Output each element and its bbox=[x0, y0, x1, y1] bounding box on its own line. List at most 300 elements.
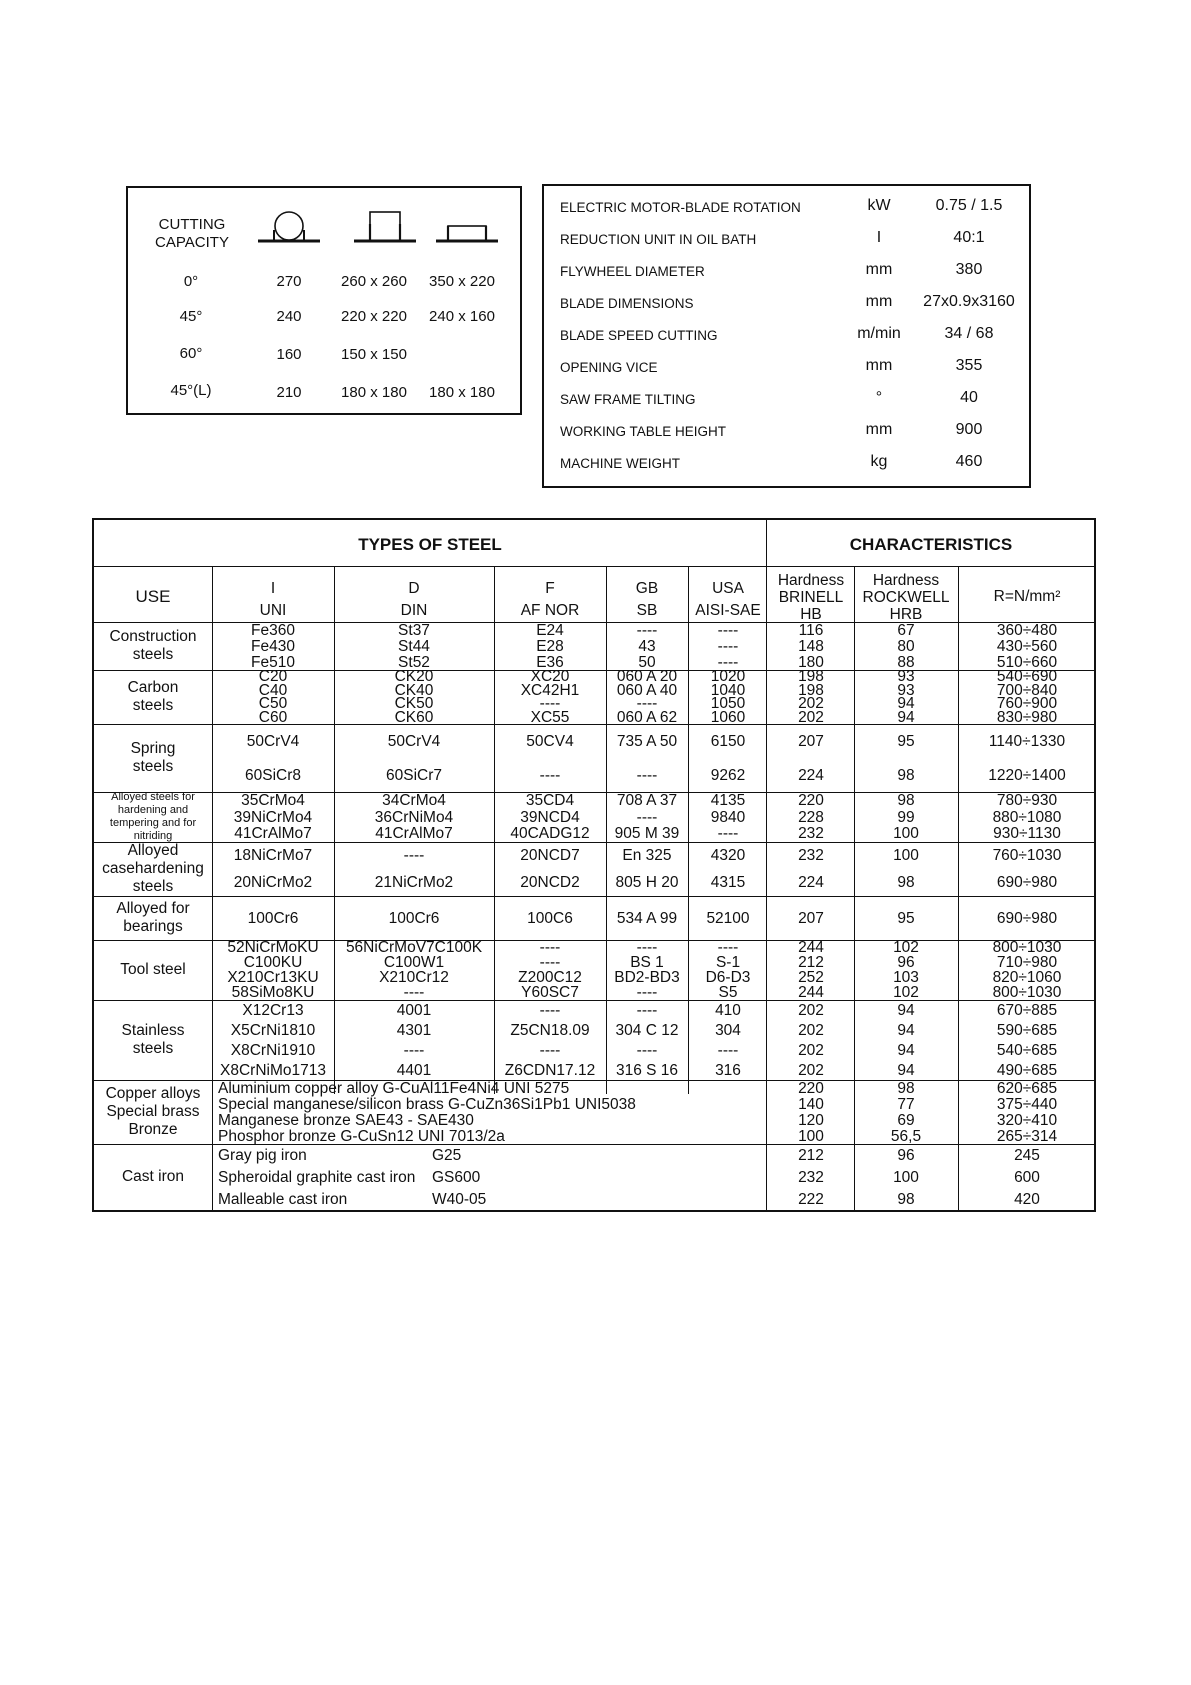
table-cell: 540÷685 bbox=[996, 1041, 1058, 1059]
spec-label: REDUCTION UNIT IN OIL BATH bbox=[560, 232, 757, 247]
table-cell: 103 bbox=[893, 969, 919, 986]
cutting-capacity-title bbox=[144, 216, 240, 252]
cutting-capacity-table bbox=[126, 186, 522, 415]
spec-row bbox=[544, 448, 1029, 480]
table-cell: 98 bbox=[897, 1079, 915, 1097]
table-cell: D6-D3 bbox=[705, 969, 751, 986]
table-cell: CK60 bbox=[394, 708, 434, 726]
table-cell: 304 C 12 bbox=[615, 1021, 679, 1039]
spec-value: 900 bbox=[955, 421, 983, 438]
table-cell: 710÷980 bbox=[996, 954, 1058, 971]
table-cell: 4301 bbox=[396, 1021, 432, 1039]
table-cell: C40 bbox=[258, 681, 288, 699]
table-cell: Fe360 bbox=[251, 621, 295, 639]
use-label: Spring bbox=[130, 740, 176, 757]
table-cell: 420 bbox=[1014, 1190, 1040, 1208]
header-afnor: AF NOR bbox=[520, 602, 580, 619]
spec-unit: mm bbox=[865, 357, 893, 374]
table-cell: 820÷1060 bbox=[992, 969, 1062, 986]
table-cell: 232 bbox=[798, 825, 824, 843]
header-rockwell-1: Hardness bbox=[872, 572, 940, 589]
spec-unit: mm bbox=[865, 293, 893, 310]
table-cell: Z5CN18.09 bbox=[510, 1021, 590, 1039]
table-cell: 490÷685 bbox=[996, 1061, 1058, 1079]
table-cell: XC20 bbox=[530, 668, 570, 686]
table-cell: 4320 bbox=[710, 847, 746, 864]
table-cell: Z200C12 bbox=[518, 969, 582, 986]
table-cell: 98 bbox=[897, 791, 915, 809]
table-cell: Z6CDN17.12 bbox=[504, 1061, 596, 1079]
table-cell: 116 bbox=[798, 621, 824, 639]
iron-description: Spheroidal graphite cast iron bbox=[218, 1168, 416, 1186]
table-cell: 52100 bbox=[706, 909, 750, 927]
table-cell: 4315 bbox=[710, 874, 746, 891]
header-din: DIN bbox=[400, 602, 428, 619]
capacity-square: 150 x 150 bbox=[341, 346, 407, 363]
table-cell: 805 H 20 bbox=[615, 874, 679, 891]
capacity-rect: 350 x 220 bbox=[429, 273, 495, 290]
table-cell: ---- bbox=[636, 939, 658, 956]
table-cell: 245 bbox=[1014, 1146, 1040, 1164]
table-cell: 670÷885 bbox=[996, 1001, 1058, 1019]
table-cell: 9262 bbox=[710, 766, 746, 784]
table-cell: 1060 bbox=[710, 708, 746, 726]
table-cell: 1140÷1330 bbox=[988, 732, 1066, 750]
table-cell: ---- bbox=[717, 637, 739, 655]
table-cell: St37 bbox=[398, 621, 430, 639]
table-cell: 690÷980 bbox=[996, 874, 1058, 891]
header-uni-country: I bbox=[270, 580, 276, 597]
table-cell: 222 bbox=[798, 1190, 824, 1208]
spec-label: BLADE DIMENSIONS bbox=[560, 296, 694, 311]
table-cell: ---- bbox=[636, 766, 658, 784]
table-cell: 21NiCrMo2 bbox=[374, 874, 454, 891]
table-cell: 34CrMo4 bbox=[382, 791, 446, 809]
table-cell: ---- bbox=[539, 1001, 561, 1019]
table-cell: 35CD4 bbox=[525, 791, 575, 809]
table-cell: 77 bbox=[897, 1095, 915, 1113]
spec-unit: I bbox=[876, 229, 882, 246]
table-cell: 20NiCrMo2 bbox=[233, 874, 313, 891]
table-cell: 060 A 20 bbox=[616, 668, 678, 686]
table-cell: 600 bbox=[1014, 1168, 1040, 1186]
table-cell: 41CrAlMo7 bbox=[234, 825, 312, 843]
table-cell: 375÷440 bbox=[996, 1095, 1058, 1113]
rectangle-profile-icon bbox=[432, 210, 502, 244]
table-cell: 6150 bbox=[710, 732, 746, 750]
machine-specifications bbox=[542, 184, 1031, 488]
table-cell: 148 bbox=[798, 637, 824, 655]
table-cell: XC55 bbox=[530, 708, 570, 726]
use-label: Carbon bbox=[127, 679, 179, 696]
spec-label: SAW FRAME TILTING bbox=[560, 392, 696, 407]
table-cell: 198 bbox=[798, 681, 824, 699]
table-cell: 780÷930 bbox=[996, 791, 1058, 809]
spec-value: 40 bbox=[960, 389, 978, 406]
use-label: Alloyed steels for bbox=[111, 791, 195, 803]
table-cell: 100C6 bbox=[527, 909, 573, 927]
table-cell: 100 bbox=[893, 1168, 919, 1186]
table-cell: BS 1 bbox=[630, 954, 664, 971]
iron-grade: GS600 bbox=[432, 1168, 481, 1186]
table-cell: 410 bbox=[715, 1001, 741, 1019]
capacity-round: 270 bbox=[276, 273, 302, 290]
use-label: steels bbox=[132, 1040, 174, 1057]
table-cell: 20NCD2 bbox=[520, 874, 580, 891]
table-cell: 67 bbox=[897, 621, 915, 639]
table-cell: 20NCD7 bbox=[520, 847, 580, 864]
table-cell: 39NiCrMo4 bbox=[233, 808, 313, 826]
table-cell: 202 bbox=[798, 708, 824, 726]
spec-row bbox=[544, 352, 1029, 384]
iron-description: Gray pig iron bbox=[218, 1146, 307, 1164]
table-cell: 95 bbox=[897, 909, 915, 927]
spec-value: 34 / 68 bbox=[944, 325, 994, 342]
table-cell: 708 A 37 bbox=[616, 791, 678, 809]
capacity-round: 210 bbox=[276, 384, 302, 401]
capacity-round: 240 bbox=[276, 308, 302, 325]
table-cell: 1220÷1400 bbox=[988, 766, 1066, 784]
use-label: nitriding bbox=[133, 830, 173, 842]
capacity-angle: 0° bbox=[183, 273, 199, 290]
table-cell: ---- bbox=[717, 939, 739, 956]
use-label: Bronze bbox=[128, 1121, 178, 1138]
table-cell: 930÷1130 bbox=[993, 825, 1061, 843]
header-rockwell-3: HRB bbox=[889, 606, 923, 623]
table-cell: C100KU bbox=[243, 954, 303, 971]
table-cell: X12Cr13 bbox=[242, 1001, 304, 1019]
table-cell: 43 bbox=[638, 637, 656, 655]
table-cell: 102 bbox=[893, 939, 919, 956]
table-cell: 880÷1080 bbox=[992, 808, 1062, 826]
header-brinell-1: Hardness bbox=[777, 572, 845, 589]
table-cell: 58SiMo8KU bbox=[231, 984, 315, 1001]
table-cell: BD2-BD3 bbox=[614, 969, 680, 986]
table-cell: 1050 bbox=[710, 695, 746, 713]
table-cell: 96 bbox=[897, 1146, 915, 1164]
use-label: Alloyed for bbox=[116, 900, 190, 917]
table-cell: 52NiCrMoKU bbox=[227, 939, 319, 956]
use-label: Alloyed bbox=[127, 842, 179, 859]
spec-row bbox=[544, 320, 1029, 352]
table-cell: 98 bbox=[897, 874, 915, 891]
alloy-description: Phosphor bronze G-CuSn12 UNI 7013/2a bbox=[218, 1127, 505, 1145]
table-cell: X8CrNiMo1713 bbox=[220, 1061, 326, 1079]
table-cell: St52 bbox=[398, 653, 430, 671]
table-cell: 88 bbox=[897, 653, 915, 671]
table-cell: 830÷980 bbox=[996, 708, 1058, 726]
table-cell: 510÷660 bbox=[996, 653, 1058, 671]
table-cell: 60SiCr7 bbox=[386, 766, 442, 784]
table-cell: 265÷314 bbox=[996, 1127, 1058, 1145]
table-cell: 202 bbox=[798, 1001, 824, 1019]
table-cell: 220 bbox=[798, 1079, 824, 1097]
spec-unit: m/min bbox=[857, 325, 901, 342]
spec-row bbox=[544, 288, 1029, 320]
table-cell: ---- bbox=[403, 984, 425, 1001]
table-cell: 94 bbox=[897, 708, 915, 726]
capacity-angle: 60° bbox=[179, 345, 203, 362]
iron-grade: W40-05 bbox=[432, 1190, 487, 1208]
header-afnor-country: F bbox=[545, 580, 555, 597]
table-cell: ---- bbox=[717, 653, 739, 671]
table-cell: C60 bbox=[258, 708, 288, 726]
table-cell: ---- bbox=[636, 1001, 658, 1019]
table-cell: CK50 bbox=[394, 695, 434, 713]
table-cell: 244 bbox=[798, 984, 824, 1001]
table-cell: 56NiCrMoV7C100K bbox=[345, 939, 483, 956]
table-cell: 202 bbox=[798, 695, 824, 713]
header-usa-country: USA bbox=[712, 580, 744, 597]
table-cell: 244 bbox=[798, 939, 824, 956]
table-cell: 56,5 bbox=[890, 1127, 922, 1145]
use-label: tempering and for bbox=[109, 817, 197, 829]
table-cell: 060 A 62 bbox=[616, 708, 678, 726]
table-cell: 534 A 99 bbox=[616, 909, 678, 927]
table-cell: 94 bbox=[897, 695, 915, 713]
table-cell: 69 bbox=[897, 1111, 915, 1129]
table-cell: 4001 bbox=[396, 1001, 432, 1019]
table-cell: 4135 bbox=[710, 791, 746, 809]
table-cell: C20 bbox=[258, 668, 288, 686]
capacity-angle: 45°(L) bbox=[170, 382, 212, 399]
table-cell: ---- bbox=[539, 695, 561, 713]
use-label: casehardening bbox=[102, 860, 204, 877]
spec-value: 380 bbox=[955, 261, 983, 278]
iron-grade: G25 bbox=[432, 1146, 462, 1164]
header-brinell-2: BRINELL bbox=[778, 589, 844, 606]
table-cell: 1040 bbox=[710, 681, 746, 699]
table-cell: Fe430 bbox=[251, 637, 295, 655]
table-cell: 198 bbox=[798, 668, 824, 686]
table-cell: 100Cr6 bbox=[388, 909, 440, 927]
spec-label: BLADE SPEED CUTTING bbox=[560, 328, 718, 343]
table-cell: 94 bbox=[897, 1021, 915, 1039]
table-cell: 80 bbox=[897, 637, 915, 655]
table-cell: Fe510 bbox=[251, 653, 295, 671]
spec-value: 0.75 / 1.5 bbox=[935, 197, 1003, 214]
table-cell: 212 bbox=[798, 1146, 824, 1164]
table-cell: 96 bbox=[897, 954, 915, 971]
header-gb: SB bbox=[636, 602, 658, 619]
cutting-capacity-title-line1: CUTTING bbox=[158, 216, 226, 233]
table-cell: 95 bbox=[897, 732, 915, 750]
table-cell: 430÷560 bbox=[996, 637, 1058, 655]
table-cell: ---- bbox=[636, 621, 658, 639]
table-cell: 207 bbox=[798, 909, 824, 927]
table-cell: X5CrNi1810 bbox=[230, 1021, 316, 1039]
spec-label: MACHINE WEIGHT bbox=[560, 456, 680, 471]
spec-unit: kg bbox=[870, 453, 888, 470]
spec-label: FLYWHEEL DIAMETER bbox=[560, 264, 705, 279]
iron-description: Malleable cast iron bbox=[218, 1190, 348, 1208]
use-label: Stainless bbox=[121, 1022, 185, 1039]
table-cell: 100 bbox=[798, 1127, 824, 1145]
types-of-steel-title: TYPES OF STEEL bbox=[358, 535, 502, 554]
spec-row bbox=[544, 224, 1029, 256]
table-cell: 98 bbox=[897, 1190, 915, 1208]
table-cell: 060 A 40 bbox=[616, 681, 678, 699]
table-cell: En 325 bbox=[622, 847, 672, 864]
header-rockwell-2: ROCKWELL bbox=[862, 589, 950, 606]
table-cell: 212 bbox=[798, 954, 824, 971]
table-cell: E28 bbox=[536, 637, 564, 655]
table-cell: ---- bbox=[403, 847, 425, 864]
spec-unit: kW bbox=[867, 197, 891, 214]
use-label: Special brass bbox=[106, 1103, 200, 1120]
table-cell: ---- bbox=[636, 808, 658, 826]
use-label: Tool steel bbox=[120, 961, 186, 978]
spec-value: 355 bbox=[955, 357, 983, 374]
table-cell: S-1 bbox=[715, 954, 741, 971]
table-cell: 224 bbox=[798, 766, 824, 784]
capacity-angle: 45° bbox=[179, 308, 203, 325]
table-cell: XC42H1 bbox=[520, 681, 580, 699]
use-label: Copper alloys bbox=[105, 1085, 201, 1102]
table-cell: 100Cr6 bbox=[247, 909, 299, 927]
spec-label: WORKING TABLE HEIGHT bbox=[560, 424, 727, 439]
spec-row bbox=[544, 256, 1029, 288]
table-cell: 620÷685 bbox=[996, 1079, 1058, 1097]
header-brinell-3: HB bbox=[800, 606, 822, 623]
use-label: steels bbox=[132, 646, 174, 663]
cutting-capacity-title-line2: CAPACITY bbox=[155, 234, 229, 251]
spec-value: 460 bbox=[955, 453, 983, 470]
table-cell: 360÷480 bbox=[996, 621, 1058, 639]
header-gb-country: GB bbox=[635, 580, 659, 597]
table-cell: 50CrV4 bbox=[246, 732, 300, 750]
capacity-square: 260 x 260 bbox=[341, 273, 407, 290]
table-cell: ---- bbox=[636, 984, 658, 1001]
table-cell: 94 bbox=[897, 1061, 915, 1079]
capacity-square: 220 x 220 bbox=[341, 308, 407, 325]
table-cell: 50CrV4 bbox=[387, 732, 441, 750]
spec-value: 40:1 bbox=[953, 229, 985, 246]
table-cell: 800÷1030 bbox=[992, 939, 1062, 956]
table-cell: 93 bbox=[897, 668, 915, 686]
table-cell: X210Cr12 bbox=[379, 969, 449, 986]
table-cell: 18NiCrMo7 bbox=[233, 847, 313, 864]
table-cell: ---- bbox=[717, 825, 739, 843]
spec-unit: mm bbox=[865, 421, 893, 438]
steel-types-table bbox=[92, 518, 1096, 1212]
use-label: steels bbox=[132, 758, 174, 775]
table-cell: ---- bbox=[636, 695, 658, 713]
table-cell: 202 bbox=[798, 1021, 824, 1039]
table-cell: ---- bbox=[717, 621, 739, 639]
table-cell: 99 bbox=[897, 808, 915, 826]
square-profile-icon bbox=[350, 210, 420, 244]
table-cell: 93 bbox=[897, 681, 915, 699]
table-cell: E24 bbox=[536, 621, 564, 639]
table-cell: 202 bbox=[798, 1041, 824, 1059]
spec-label: OPENING VICE bbox=[560, 360, 658, 375]
table-cell: 800÷1030 bbox=[992, 984, 1062, 1001]
alloy-description: Aluminium copper alloy G-CuAl11Fe4Ni4 UNI 5275 bbox=[218, 1079, 570, 1097]
table-cell: 9840 bbox=[710, 808, 746, 826]
table-cell: 50CV4 bbox=[526, 732, 574, 750]
table-cell: 39NCD4 bbox=[520, 808, 580, 826]
header-uni: UNI bbox=[259, 602, 287, 619]
capacity-rect: 240 x 160 bbox=[429, 308, 495, 325]
table-cell: 98 bbox=[897, 766, 915, 784]
table-cell: 35CrMo4 bbox=[241, 791, 305, 809]
header-tensile: R=N/mm² bbox=[993, 588, 1061, 605]
alloy-description: Manganese bronze SAE43 - SAE430 bbox=[218, 1111, 474, 1129]
use-label: Cast iron bbox=[121, 1168, 185, 1185]
table-cell: 760÷1030 bbox=[992, 847, 1062, 864]
table-cell: 100 bbox=[893, 847, 919, 864]
spec-row bbox=[544, 192, 1029, 224]
table-rule bbox=[94, 566, 1094, 567]
use-label: steels bbox=[132, 878, 174, 895]
table-cell: 41CrAlMo7 bbox=[375, 825, 453, 843]
table-cell: 94 bbox=[897, 1041, 915, 1059]
spec-value: 27x0.9x3160 bbox=[923, 293, 1015, 310]
table-cell: 36CrNiMo4 bbox=[374, 808, 454, 826]
table-cell: 1020 bbox=[710, 668, 746, 686]
table-cell: 220 bbox=[798, 791, 824, 809]
table-cell: S5 bbox=[718, 984, 738, 1001]
capacity-rect: 180 x 180 bbox=[429, 384, 495, 401]
table-cell: ---- bbox=[539, 939, 561, 956]
table-cell: 40CADG12 bbox=[510, 825, 590, 843]
spec-row bbox=[544, 416, 1029, 448]
use-label: bearings bbox=[123, 918, 183, 935]
table-cell: E36 bbox=[536, 653, 564, 671]
table-cell: 252 bbox=[798, 969, 824, 986]
table-cell: CK20 bbox=[394, 668, 434, 686]
table-cell: 304 bbox=[715, 1021, 741, 1039]
table-cell: 50 bbox=[638, 653, 656, 671]
table-cell: X210Cr13KU bbox=[227, 969, 319, 986]
table-cell: 905 M 39 bbox=[614, 825, 680, 843]
table-cell: 140 bbox=[798, 1095, 824, 1113]
table-cell: ---- bbox=[636, 1041, 658, 1059]
table-cell: 760÷900 bbox=[996, 695, 1058, 713]
table-cell: 4401 bbox=[396, 1061, 432, 1079]
table-cell: C50 bbox=[258, 695, 288, 713]
table-cell: CK40 bbox=[394, 681, 434, 699]
capacity-round: 160 bbox=[276, 346, 302, 363]
header-din-country: D bbox=[408, 580, 420, 597]
spec-row bbox=[544, 384, 1029, 416]
table-cell: 316 S 16 bbox=[615, 1061, 679, 1079]
table-cell: Y60SC7 bbox=[521, 984, 579, 1001]
table-cell: 60SiCr8 bbox=[245, 766, 301, 784]
table-cell: 735 A 50 bbox=[616, 732, 678, 750]
use-label: Construction bbox=[109, 628, 197, 645]
use-label: steels bbox=[132, 697, 174, 714]
spec-label: ELECTRIC MOTOR-BLADE ROTATION bbox=[560, 200, 801, 215]
round-profile-icon bbox=[254, 210, 324, 244]
table-rule bbox=[94, 896, 1094, 897]
table-cell: 700÷840 bbox=[996, 681, 1058, 699]
spec-unit: ° bbox=[875, 389, 883, 406]
table-cell: ---- bbox=[539, 1041, 561, 1059]
table-cell: 232 bbox=[798, 1168, 824, 1186]
alloy-description: Special manganese/silicon brass G-CuZn36Si1Pb1 UNI5038 bbox=[218, 1095, 636, 1113]
use-label: hardening and bbox=[117, 804, 189, 816]
table-cell: 232 bbox=[798, 847, 824, 864]
spec-unit: mm bbox=[865, 261, 893, 278]
table-cell: 590÷685 bbox=[996, 1021, 1058, 1039]
table-cell: X8CrNi1910 bbox=[230, 1041, 316, 1059]
table-cell: ---- bbox=[717, 1041, 739, 1059]
table-cell: ---- bbox=[403, 1041, 425, 1059]
table-cell: ---- bbox=[539, 766, 561, 784]
table-cell: 207 bbox=[798, 732, 824, 750]
